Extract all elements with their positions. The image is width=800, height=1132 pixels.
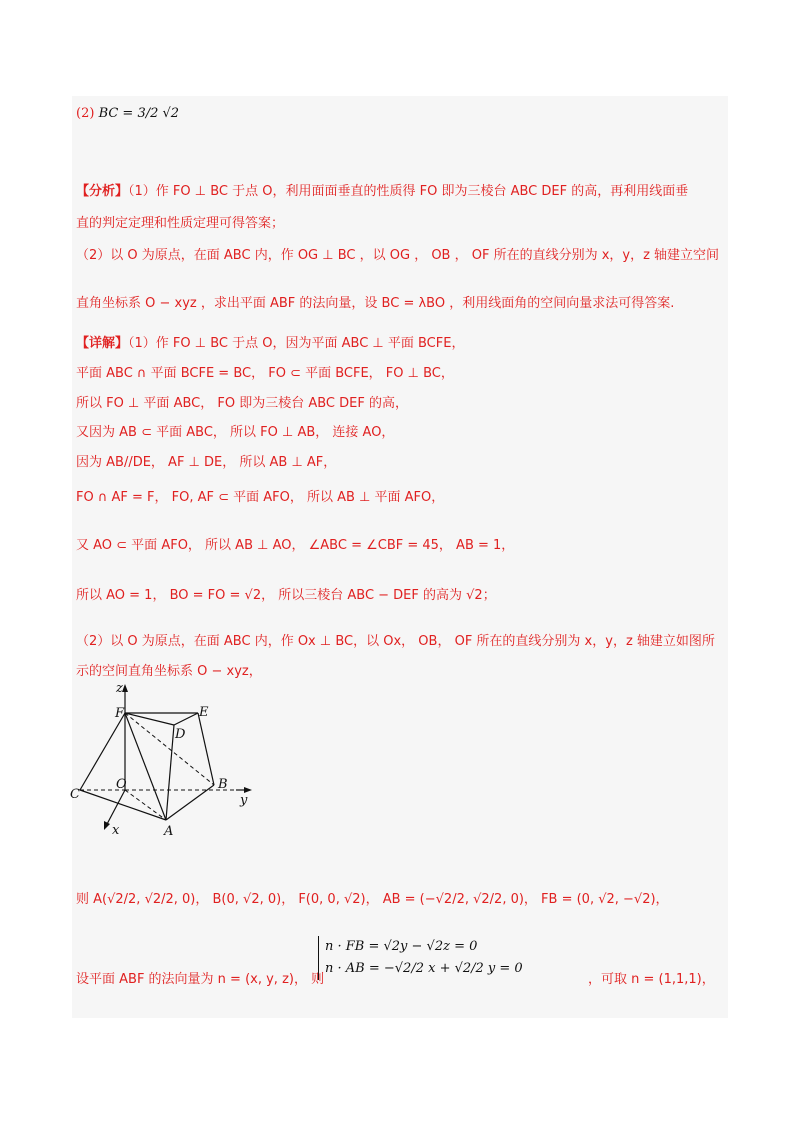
analysis-line1: 【分析】（1）作 FO ⊥ BC 于点 O，利用面面垂直的性质得 FO 即为三棱台 ABC DEF 的高，再利用线面垂 — [76, 184, 689, 199]
detail-tag: 【详解】 — [76, 336, 129, 351]
equation-system — [318, 936, 523, 980]
content-panel — [72, 96, 728, 1018]
label-O: O — [116, 777, 127, 792]
label-x: x — [112, 823, 120, 838]
label-y: y — [240, 793, 248, 808]
detail-line12 — [76, 968, 324, 987]
analysis-tag: 【分析】 — [76, 184, 129, 199]
analysis-line3: （2）以 O 为原点，在面 ABC 内，作 OG ⊥ BC ，以 OG ， OB ， OF 所在的直线分别为 x，y，z 轴建立空间 — [76, 248, 720, 263]
detail-line10: 示的空间直角坐标系 O − xyz， — [76, 664, 262, 679]
label-B: B — [218, 777, 228, 792]
detail-line8: 所以 AO = 1， BO = FO = √2， 所以三棱台 ABC − DEF 的高为 √2； — [76, 588, 496, 603]
frustum-figure — [66, 680, 266, 840]
detail-line3: 所以 FO ⊥ 平面 ABC， FO 即为三棱台 ABC DEF 的高， — [76, 396, 408, 411]
part2-label: (2) — [76, 106, 95, 121]
label-D: D — [175, 727, 186, 742]
detail-line5: 因为 AB//DE， AF ⊥ DE， 所以 AB ⊥ AF， — [76, 455, 337, 470]
equation-1: n · FB = √2y − √2z = 0 — [325, 939, 478, 954]
normal-vector-result: ，可取 n = (1,1,1)， — [588, 972, 715, 987]
detail-line11: 则 A(√2/2, √2/2, 0)， B(0, √2, 0)， F(0, 0, √2)， AB = (−√2/2, √2/2, 0)， FB = (0, √2, −√2)， — [76, 892, 669, 907]
label-E: E — [199, 705, 209, 720]
detail-line9: （2）以 O 为原点，在面 ABC 内，作 Ox ⊥ BC，以 Ox， OB， OF 所在的直线分别为 x，y，z 轴建立如图所 — [76, 634, 715, 649]
detail-line2: 平面 ABC ∩ 平面 BCFE = BC， FO ⊂ 平面 BCFE， FO ⊥ BC， — [76, 366, 454, 381]
part2-expression: BC = 3/2 √2 — [98, 106, 180, 121]
detail-line7: 又 AO ⊂ 平面 AFO， 所以 AB ⊥ AO， ∠ABC = ∠CBF = 45， AB = 1， — [76, 538, 515, 553]
part2-answer — [76, 106, 179, 121]
detail-line6: FO ∩ AF = F， FO, AF ⊂ 平面 AFO， 所以 AB ⊥ 平面 AFO， — [76, 490, 445, 505]
detail-line1: 【详解】（1）作 FO ⊥ BC 于点 O，因为平面 ABC ⊥ 平面 BCFE， — [76, 336, 465, 351]
label-C: C — [70, 787, 80, 802]
label-F: F — [115, 706, 125, 721]
label-z: z — [116, 681, 123, 696]
normal-vector-setup: 设平面 ABF 的法向量为 n = (x, y, z)， 则 — [76, 972, 325, 987]
analysis-line2: 直的判定定理和性质定理可得答案； — [76, 216, 285, 231]
equation-2: n · AB = −√2/2 x + √2/2 y = 0 — [325, 961, 523, 976]
analysis-line4: 直角坐标系 O − xyz ，求出平面 ABF 的法向量，设 BC = λBO ，利用线面角的空间向量求法可得答案. — [76, 296, 675, 311]
detail-line4: 又因为 AB ⊂ 平面 ABC， 所以 FO ⊥ AB， 连接 AO， — [76, 425, 395, 440]
label-A: A — [164, 824, 174, 839]
